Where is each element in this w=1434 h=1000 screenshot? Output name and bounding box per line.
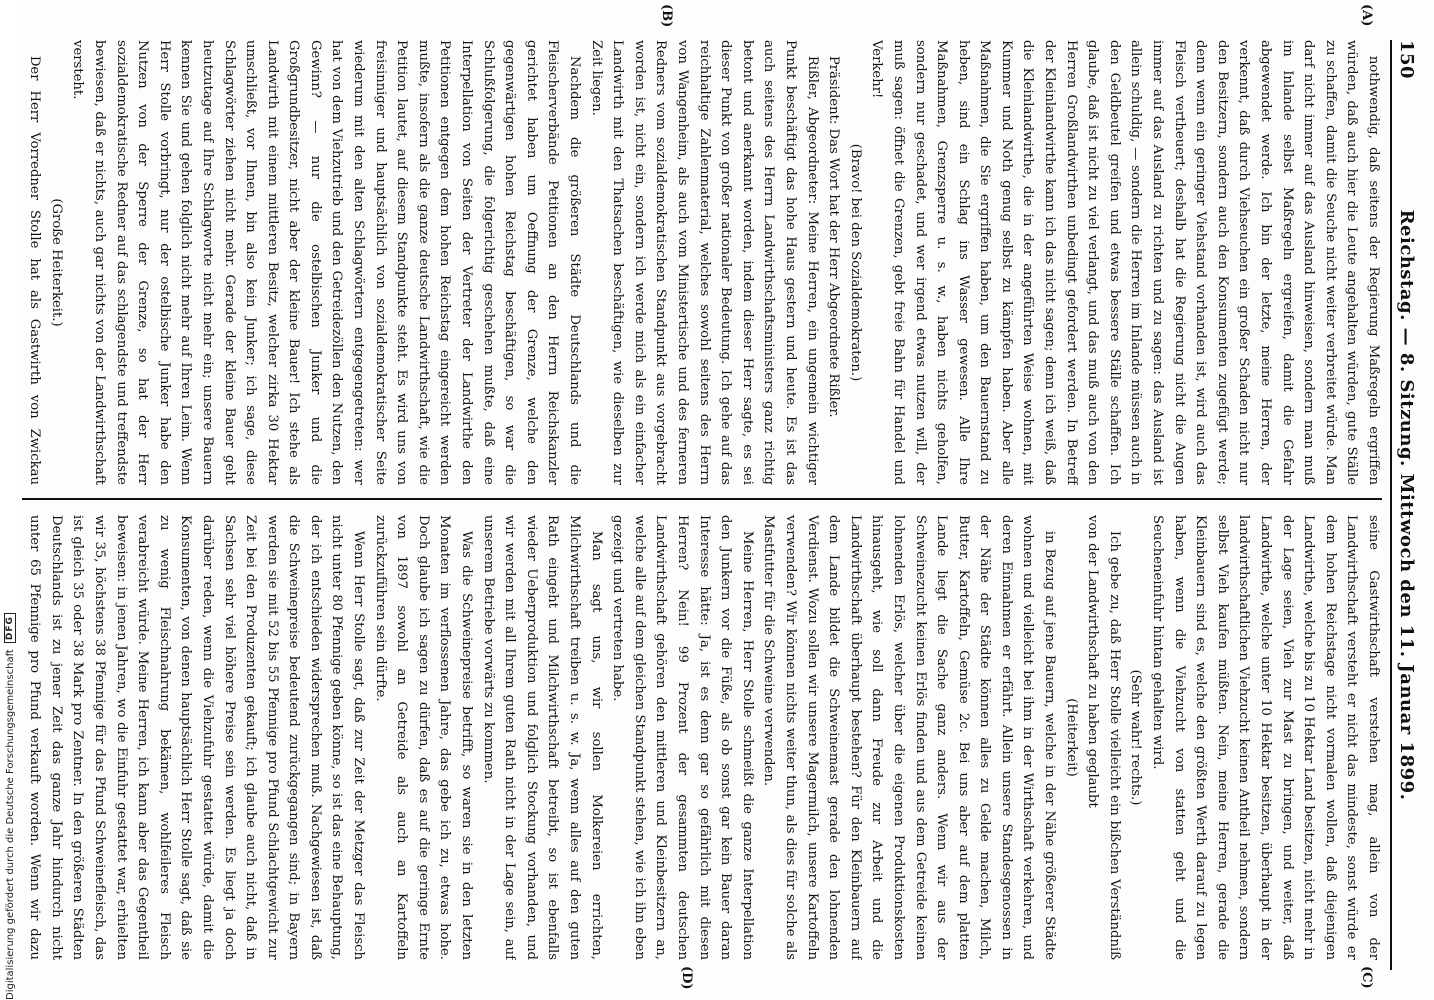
page-number: 150 [1396,40,1418,80]
paragraph: Der Herr Vorredner Stolle hat als Gastwirth von Zwickau [27,55,43,485]
paragraph: Ich gebe zu, daß Herr Stolle vielleicht ein bißchen Verständniß von der Landwirthschaft zu haben geglaubt [1085,515,1122,960]
column-divider [22,498,1382,500]
dfg-logo: DFG [4,613,16,643]
footer-credit-text: Digitalisierung gefördert durch die Deutsche Forschungsgemeinschaft [4,649,16,1000]
stage-direction: (Heiterkeit) [1063,698,1079,777]
paragraph: seine Gastwirthschaft verstehen mag, allein von der Landwirthschaft versteht er nicht das mindeste, sonst würde er dem hohen Reichstage nicht vormalen wollen, daß diejenigen Landwirthe, welche bis zu 10 Hektar Land besitzen, nicht mehr in der Lage seien, Vieh zur Mast zu bringen, und weiter, daß Landwirthe, welche unter 10 Hektar besitzen, überhaupt in der landwirthschaftlichen Viehzucht keinen Antheil nehmen, sondern selbst Vieh kaufen müßten. Nein, meine Herren, gerade die Kleinbauern sind es, welche den größten Werth darauf zu legen haben, wenn die Viehzucht von statten geht und die Seucheneinfuhr hintan gehalten wird. [1150,515,1381,960]
right-column [24,515,1384,960]
paragraph: Nachdem die größeren Städte Deutschlands und die Fleischerverbände Petitionen an den Herrn Reichskanzler gerichtet haben um Oeffnung der Grenze, welche den gegenwärtigen hohen Reichstag beschäftigen, so war die Schlußfolgerung, die folgerichtig geschehen mußte, daß eine Interpellation von Seiten der Vertreter der Landwirthe den Petitionen entgegen dem hohen Reichstag eingereicht werden mußte, insofern als die ganze deutsche Landwirthschaft, wie die Petition lautet, auf diesem Standpunkte steht. Es wird uns von freisinniger und hauptsächlich von sozialdemokratischer Seite wiederum mit den alten Schlagwörtern entgegengetreten: wer hat von dem Viehzutrieb und den Getreidezöllen den Nutzen, den Gewinn? — nur die ostelbischen Junker und die Großgrundbesitzer, nicht aber der kleine Bauer! Ich stehe als Landwirth mit einem mittleren Besitz, welcher zirka 30 Hektar umschließt, vor Ihnen, bin also kein Junker; ich sage, diese Schlagwörter ziehen nicht mehr. Gerade der kleine Bauer geht heutzutage auf Ihre Schlagworte nicht mehr ein; unsere Bauern kennen Sie und gehen folglich nicht mehr auf Ihren Leim. Wenn Herr Stolle vorbringt, nur der ostelbische Junker habe den Nutzen von der Sperre der Grenze, so hat der Herr sozialdemokratische Redner auf das schlagendste und treffendste bewiesen, daß er nichts, auch gar nichts von der Landwirthschaft versteht. [70,40,583,485]
paragraph: Präsident: Das Wort hat der Herr Abgeordnete Rißler. [826,55,842,418]
paragraph: Was die Schweinepreise betrifft, so waren sie in den letzten Monaten im verflossenen Jahre, das gebe ich zu, etwas hohe. Doch glaube ich sagen zu dürfen, daß es auf die geringe Ernte von 1897 sowohl an Getreide als auch an Kartoffeln zurückzuführen sein dürfte. [372,515,475,960]
stage-direction: (Bravo! bei den Sozialdemokraten.) [847,143,863,382]
paragraph: in Bezug auf jene Bauern, welche in der Nähe größerer Städte wohnen und vielleicht bei ihm in der Wirthschaft verkehren, und deren Einnahmen er erfährt. Allein unsere Standesgenossen in der Nähe der Städte können alles zu Gelde machen, Milch, Butter, Kartoffeln, Gemüse 2c. Bei uns aber auf dem platten Lande liegt die Sache ganz anders. Wenn wir aus der Schweinezucht keinen Erlös finden und aus dem Getreide keinen lohnenden Erlös, welcher über die eigenen Produktionskosten hinausgeht, wie soll dann Freude zur Arbeit und die Landwirthschaft überhaupt bestehen? Für den Kleinbauern auf dem Lande bildet die Schweinemast gerade den lohnenden Verdienst. Wozu sollen wir unsere Magermilch, unsere Kartoffeln verwenden? Wir können nichts weiter thun, als dies für solche als Mastfutter für die Schweine verwenden. [761,515,1058,960]
margin-marker-b: (B) [659,4,674,28]
margin-marker-a: (A) [1359,4,1374,27]
stage-direction: (Große Heiterkeit.) [48,198,64,327]
stage-direction: (Sehr wahr! rechts.) [1128,669,1144,806]
paragraph: Man sagt uns, wir sollen Molkereien errichten, Milchwirthschaft treiben u. s. w. Ja, wenn alles auf den guten Rath eingeht und Milchwirthschaft betreibt, so ist ebenfalls wieder Ueberproduktion und folglich Stockung vorhanden, und wir werden mit all Ihrem guten Rath nicht in der Lage sein, auf unserem Betriebe vorwärts zu kommen. [480,515,604,960]
margin-marker-c: (C) [1359,966,1374,989]
left-column [24,40,1384,485]
paragraph: Rißler, Abgeordneter: Meine Herren, ein ungemein wichtiger Punkt beschäftigt das hohe Haus gestern und heute. Es ist das auch seitens des Herrn Landwirthschaftsministers ganz richtig betont und anerkannt worden, indem dieser Herr sagte, es sei dieser Punkt von großer nationaler Bedeutung. Ich gehe auf das reichhaltige Zahlenmaterial, welches sowohl seitens des Herrn von Wangenheim, als auch vom Ministertische und des ferneren Redners vom sozialdemokratischen Standpunkt aus vorgebracht worden ist, nicht ein, sondern ich werde mich als ein einfacher Landwirth mit den Thatsachen beschäftigen, wie dieselben zur Zeit liegen. [588,40,820,485]
paragraph: Wenn Herr Stolle sagt, daß zur Zeit der Metzger das Fleisch nicht unter 80 Pfennige geben könne, so ist das eine Behauptung, der ich entschieden widersprechen muß. Nachgewiesen ist, daß die Schweinepreise bedeutend zurückgegangen sind; in Bayern werden sie mit 52 bis 55 Pfennige pro Pfund Schlachtgewicht zur Zeit bei den Produzenten gekauft; ich glaube auch nicht, daß in Sachsen sehr viel höhere Preise sein werden. Es liegt ja doch darüber reden, wenn die Viehzufuhr gestattet würde, damit die Konsumenten, von denen hauptsächlich Herr Stolle sagt, daß sie zu wenig Fleischnahrung bekämen, wohlfeileres Fleisch verabreicht würde. Meine Herren, ich kann aber das Gegentheil beweisen: in jenen Jahren, wo die Einfuhr gestattet war, erhielten wir 35, höchstens 38 Pfennige für das Pfund Schweinefleisch, das ist gleich 35 oder 38 Mark pro Zentner. In den größeren Städten Deutschlands ist zu jener Zeit das ganze Jahr hindurch nicht unter 65 Pfennige pro Pfund verkauft worden. Wenn wir dazu [27,515,367,960]
paragraph: Meine Herren, Herr Stolle schmeißt die ganze Interpellation den Junkern vor die Füße, als ob sonst gar kein Bauer daran Interesse hätte: Ja, ist es denn gar so gefährlich mit diesen Herren? Nein! 99 Prozent der gesammten deutschen Landwirthschaft gehören den mittleren und Kleinbesitzern an, welche alle auf dem gleichen Standpunkt stehen, wie ich ihn eben gezeigt und vertreten habe. [610,515,755,960]
margin-marker-d: (D) [679,966,694,990]
page-header [1390,40,1422,970]
paragraph: nothwendig, daß seitens der Regierung Maßregeln ergriffen würden, daß auch hier die Leute angehalten würden, gute Ställe zu schaffen, damit die Seuche nicht weiter verbreitet würde. Man darf nicht immer auf das Ausland hinweisen, sondern man muß im Inlande selbst Maßregeln ergreifen, damit die Gefahr abgewendet werde. Ich bin der letzte, meine Herren, der verkennt, daß durch Viehseuchen ein großer Schaden nicht nur den Besitzern, sondern auch den Konsumenten zugefügt werde; denn wenn ein geringer Viehstand vorhanden ist, wird auch das Fleisch vertheuert; deshalb hat die Regierung nicht die Augen immer auf das Ausland zu richten und zu sagen: das Ausland ist allein schuldig, — sondern die Herren im Inlande müssen auch in den Geldbeutel greifen und etwas bessere Ställe schaffen. Ich glaube, daß ist nicht zu viel verlangt, und das muß auch von den Herren Großlandwirthen unbedingt gefordert werden. In Betreff der Kleinlandwirthe kann ich das nicht sagen; denn ich weiß, daß die Kleinlandwirthe, die in der angeführten Weise wohnen, mit Kummer und Noth genug selbst zu kämpfen haben. Aber alle Maßnahmen, die Sie ergriffen haben, um den Bauernstand zu heben, sind ein Schlag ins Wasser gewesen. Alle Ihre Maßnahmen, Grenzsperre u. s. w., haben nichts geholfen, sondern nur geschadet, und wer irgend etwas nutzen will, der muß sagen: öffnet die Grenzen, gebt freie Bahn für Handel und Verkehr! [869,40,1381,485]
page-title: Reichstag. — 8. Sitzung. Mittwoch den 11. Januar 1899. [1396,209,1418,801]
